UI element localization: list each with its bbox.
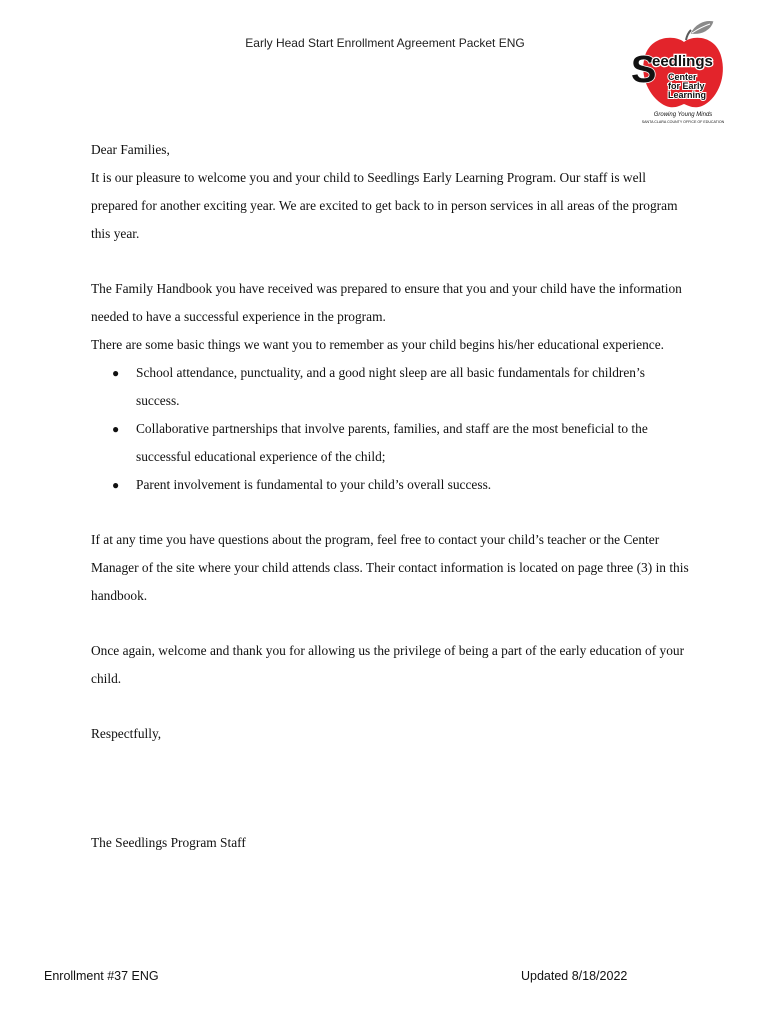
- bullet-icon: ●: [112, 478, 120, 492]
- logo-initial: S: [631, 49, 657, 91]
- svg-text:SANTA CLARA COUNTY OFFICE OF E: SANTA CLARA COUNTY OFFICE OF EDUCATION: [641, 120, 725, 124]
- footer-enrollment-id: Enrollment #37 ENG: [44, 969, 159, 983]
- bullet-text: School attendance, punctuality, and a good night sleep are all basic fundamentals for children’s success.: [136, 365, 645, 408]
- letter-signature: The Seedlings Program Staff: [91, 835, 246, 850]
- svg-text:for Early: for Early: [668, 81, 705, 91]
- bullet-item: [91, 415, 691, 471]
- svg-text:Learning: Learning: [668, 90, 707, 100]
- bullet-icon: ●: [112, 422, 120, 436]
- bullet-icon: ●: [112, 366, 120, 380]
- seedlings-logo: [628, 18, 738, 128]
- footer-updated-date: Updated 8/18/2022: [521, 969, 628, 983]
- svg-text:Center: Center: [668, 72, 697, 82]
- letter-paragraph-welcome: It is our pleasure to welcome you and your child to Seedlings Early Learning Program. Our staff is well prepared for another exciting year. We are excited to get back to in person services in all areas of the program this year.: [91, 170, 678, 241]
- page-header-title: Early Head Start Enrollment Agreement Packet ENG: [245, 36, 525, 50]
- bullet-text: Parent involvement is fundamental to your child’s overall success.: [136, 477, 492, 492]
- svg-text:eedlings: eedlings: [652, 53, 713, 70]
- svg-text:Growing Young Minds: Growing Young Minds: [653, 112, 713, 118]
- bullet-item: [91, 359, 691, 415]
- letter-greeting: Dear Families,: [91, 142, 170, 157]
- letter-paragraph-basics: There are some basic things we want you to remember as your child begins his/her educational experience.: [91, 337, 664, 352]
- bullet-item: [91, 471, 691, 499]
- basics-bullet-list: [91, 359, 691, 499]
- bullet-text: Collaborative partnerships that involve parents, families, and staff are the most beneficial to the successful educational experience of the child;: [136, 421, 648, 464]
- letter-paragraph-thanks: Once again, welcome and thank you for allowing us the privilege of being a part of the early education of your child.: [91, 643, 685, 686]
- apple-logo-graphic: [628, 18, 738, 128]
- letter-body: [91, 136, 691, 857]
- letter-paragraph-contact: If at any time you have questions about the program, feel free to contact your child’s teacher or the Center Manager of the site where your child attends class. Their contact information is located on page three (3) in this handbook.: [91, 532, 689, 603]
- letter-closing: Respectfully,: [91, 726, 162, 741]
- letter-paragraph-handbook: The Family Handbook you have received was prepared to ensure that you and your child have the information needed to have a successful experience in the program.: [91, 281, 682, 324]
